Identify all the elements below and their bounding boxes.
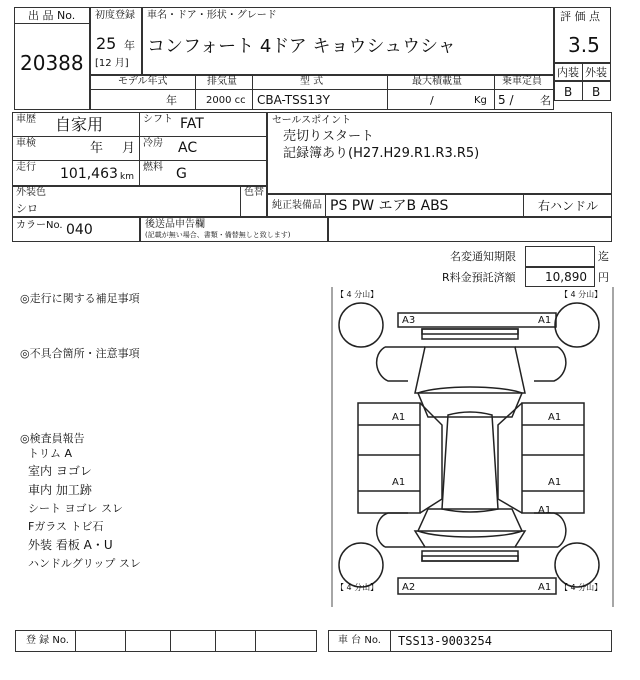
transfer-deadline-unit: 迄 [598, 250, 609, 263]
inspector-line: シート ヨゴレ スレ [28, 502, 123, 515]
roof-shape [442, 412, 498, 512]
color-number: 040 [66, 222, 93, 238]
inspector-line: 室内 ヨゴレ [28, 464, 92, 478]
color-number-label: カラーNo. [16, 220, 63, 231]
car-name-label: 車名・ドア・形状・グレード [147, 10, 277, 21]
chassis-label: 車 台 No. [338, 635, 381, 646]
wheel-rear-right [555, 543, 599, 587]
interior-grade: B [564, 85, 573, 99]
displacement: 2000 cc [206, 95, 246, 106]
capacity-unit: 名 [540, 94, 551, 107]
mileage-unit: km [120, 172, 134, 182]
aircon: AC [178, 140, 198, 156]
front-bumper-right-code: A1 [538, 315, 552, 326]
recycle-fee-label: R料金預託済額 [442, 271, 516, 284]
trunk-shape [415, 531, 525, 547]
rear-bumper-shape [398, 578, 556, 594]
inspector-report-label: ◎検査員報告 [20, 432, 85, 445]
first-registration-month: [12 月] [95, 58, 129, 69]
sales-point-2: 記録簿あり(H27.H29.R1.R3.R5) [283, 146, 480, 161]
seating-capacity: 5 / [498, 93, 514, 107]
exterior-grade-label: 外装 [585, 66, 607, 79]
right-front-door-code: A1 [548, 412, 562, 423]
overall-grade: 3.5 [568, 33, 600, 57]
year-unit: 年 [124, 39, 135, 52]
registration-label: 登 録 No. [26, 635, 69, 646]
tire-rear-right-tag: 【 4 分山】 [560, 583, 603, 592]
chassis-number: TSS13-9003254 [398, 634, 492, 648]
left-body-panel [358, 403, 420, 513]
front-bumper-shape [398, 313, 556, 327]
fuel: G [176, 166, 187, 182]
right-rear-door-code: A1 [548, 477, 562, 488]
post-report-extra-box [328, 217, 612, 242]
lot-number-label: 出 品 No. [28, 9, 76, 22]
shift: FAT [180, 116, 204, 132]
transfer-deadline-label: 名変通知期限 [450, 250, 516, 263]
transfer-deadline-field [525, 246, 595, 267]
shaken-year: 年 [90, 141, 104, 156]
inspector-line: トリム A [28, 447, 73, 460]
tire-front-left-tag: 【 4 分山】 [336, 290, 379, 299]
left-rear-door-code: A1 [392, 477, 406, 488]
model-year-label: モデル年式 [118, 76, 168, 87]
wheel-rear-left [339, 543, 383, 587]
car-name: コンフォート 4ドア キョウシュウシャ [147, 36, 456, 57]
exterior-color-label: 外装色 [16, 187, 46, 198]
first-registration-year: 25 [96, 34, 117, 53]
exterior-color-box [12, 186, 267, 217]
left-front-door-code: A1 [392, 412, 406, 423]
lot-number: 20388 [20, 51, 84, 75]
fuel-label: 燃料 [143, 162, 163, 173]
recycle-fee-unit: 円 [598, 271, 609, 284]
color-change-label: 色替 [244, 187, 264, 198]
shift-label: シフト [143, 114, 173, 125]
mileage-label: 走行 [16, 162, 36, 173]
grade-label: 評 価 点 [560, 10, 600, 23]
model-year-unit: 年 [166, 94, 177, 107]
shaken-month: 月 [122, 141, 136, 156]
first-registration-label: 初度登録 [95, 10, 135, 21]
right-rear-fender-code: A1 [538, 505, 552, 516]
rear-window-shape [418, 509, 522, 537]
max-load-unit: Kg [474, 95, 487, 106]
post-report-label: 後送品申告欄 [145, 219, 205, 230]
recycle-fee: 10,890 [545, 270, 587, 284]
wheel-front-left [339, 303, 383, 347]
wheel-front-right [555, 303, 599, 347]
sales-point-1: 売切りスタート [283, 129, 375, 144]
equipment: PS PW エアB ABS [330, 198, 449, 214]
car-damage-diagram [330, 285, 615, 610]
vehicle-type: CBA-TSS13Y [257, 93, 330, 107]
tire-rear-left-tag: 【 4 分山】 [336, 583, 379, 592]
max-load-slash: / [430, 94, 434, 107]
post-report-note: (記載が無い場合、書類・備替無しと致します) [145, 231, 291, 239]
mileage: 101,463 [60, 166, 118, 182]
sales-point-label: セールスポイント [272, 115, 352, 126]
exterior-color: シロ [16, 202, 38, 215]
shaken-label: 車検 [16, 138, 36, 149]
inspector-line: 外装 看板 A・U [28, 538, 113, 552]
inspector-line: 車内 加工跡 [28, 483, 92, 497]
displacement-label: 排気量 [207, 76, 237, 87]
defects-label: ◎不具合箇所・注意事項 [20, 347, 140, 360]
history-label: 車歴 [16, 114, 36, 125]
inspector-line: Fガラス トビ石 [28, 520, 104, 533]
exterior-grade: B [592, 85, 601, 99]
max-load-label: 最大積載量 [412, 76, 462, 87]
aircon-label: 冷房 [143, 138, 163, 149]
driving-remarks-label: ◎走行に関する補足事項 [20, 292, 140, 305]
history: 自家用 [55, 115, 104, 134]
hood-shape [415, 347, 525, 393]
equipment-label: 純正装備品 [272, 200, 322, 211]
front-bumper-left-code: A3 [402, 315, 416, 326]
steering-side: 右ハンドル [538, 199, 599, 213]
capacity-label: 乗車定員 [502, 76, 542, 87]
rear-bumper-right-code: A1 [538, 582, 552, 593]
rear-bumper-left-code: A2 [402, 582, 416, 593]
inspector-line: ハンドルグリップ スレ [28, 557, 141, 570]
type-label: 型 式 [300, 76, 324, 87]
tire-front-right-tag: 【 4 分山】 [560, 290, 603, 299]
interior-grade-label: 内装 [557, 66, 579, 79]
